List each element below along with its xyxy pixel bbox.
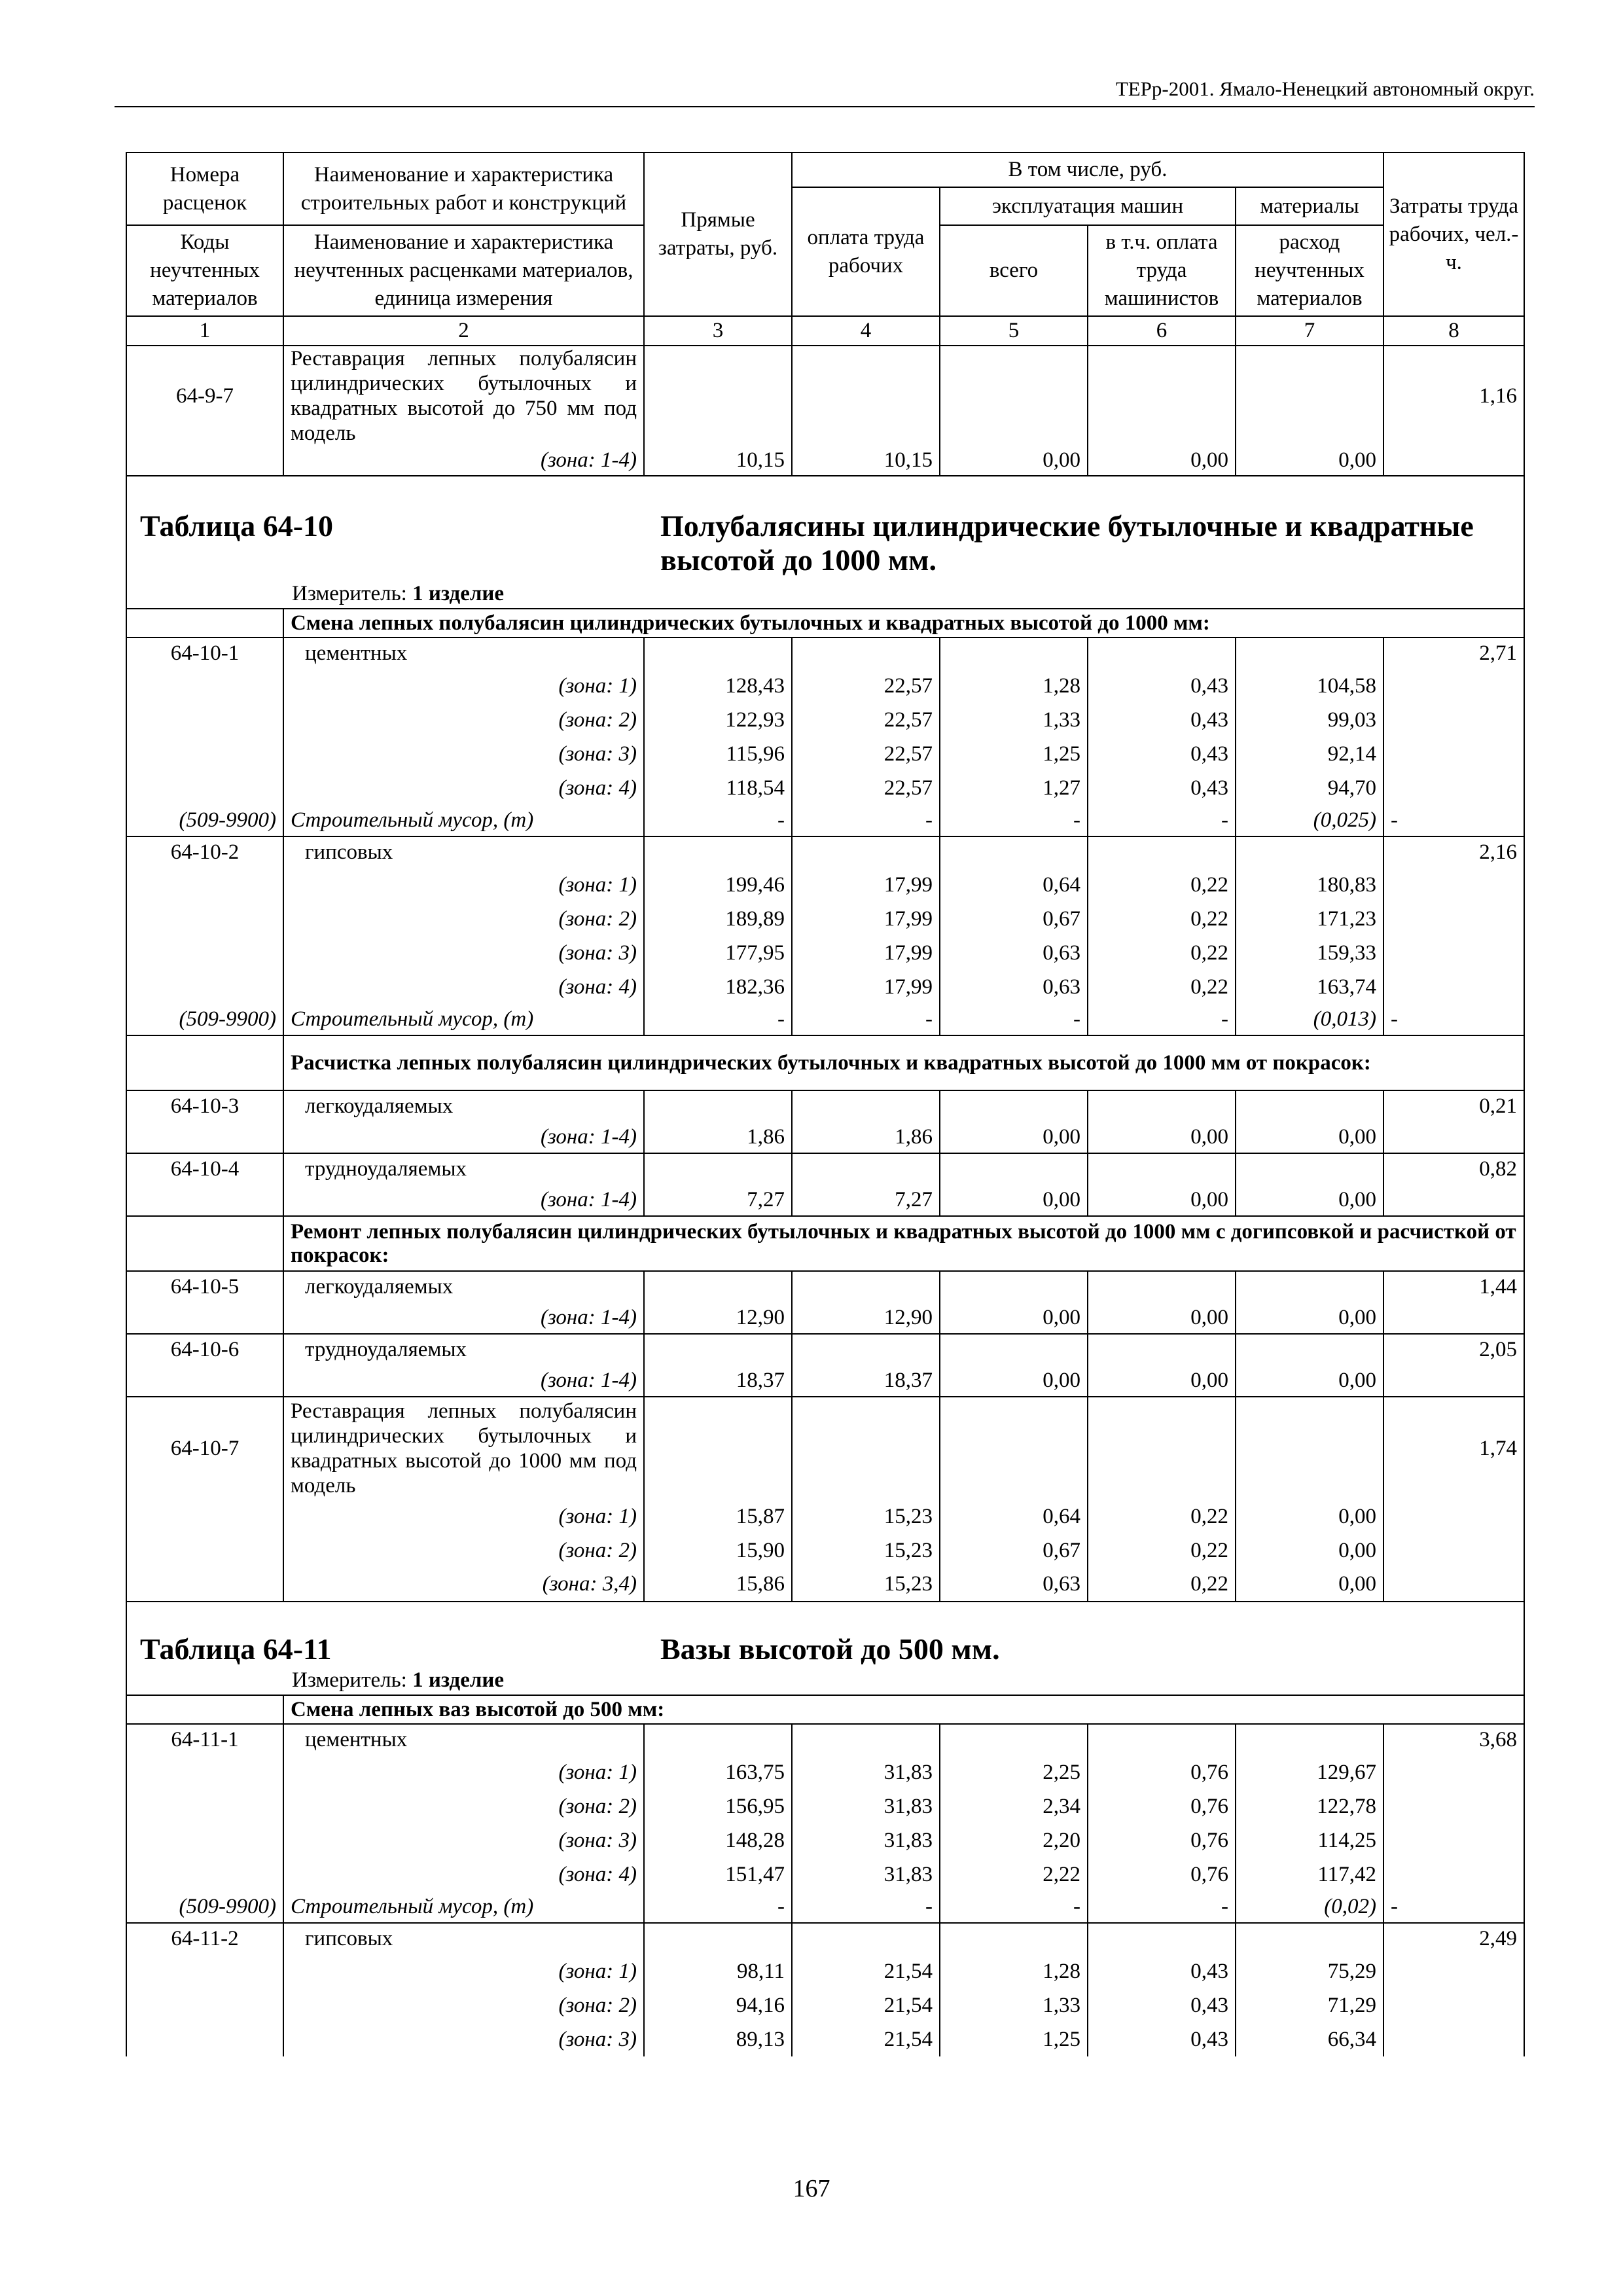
col-head-wages: оплата труда рабочих bbox=[792, 187, 940, 316]
zone-label: (зона: 4) bbox=[283, 771, 644, 805]
cell-value: 12,90 bbox=[644, 1302, 792, 1334]
zone-row bbox=[126, 1499, 1524, 1534]
col-num: 4 bbox=[792, 316, 940, 346]
cell-value: 17,99 bbox=[792, 970, 940, 1004]
col-head-mach-total: всего bbox=[940, 225, 1088, 316]
material-code: (509-9900) bbox=[126, 1004, 283, 1035]
labor-cost: 2,16 bbox=[1383, 836, 1524, 868]
measure-row bbox=[126, 1666, 1524, 1695]
col-num: 8 bbox=[1383, 316, 1524, 346]
zone-row bbox=[126, 868, 1524, 902]
section-row bbox=[126, 1216, 1524, 1271]
table-name: Вазы высотой до 500 мм. bbox=[660, 1632, 1000, 1666]
cell-value: 7,27 bbox=[644, 1185, 792, 1216]
cell-value: 0,43 bbox=[1088, 703, 1236, 737]
zone-label: (зона: 1) bbox=[283, 1755, 644, 1789]
rate-name: цементных bbox=[283, 637, 644, 669]
cell-value: 22,57 bbox=[792, 737, 940, 771]
cell-value: 0,63 bbox=[940, 936, 1088, 970]
zone-row bbox=[126, 1122, 1524, 1153]
cell-value: 0,64 bbox=[940, 868, 1088, 902]
cell-value: 31,83 bbox=[792, 1823, 940, 1857]
cell-value: 1,33 bbox=[940, 1988, 1088, 2022]
cell-value: 163,74 bbox=[1236, 970, 1383, 1004]
cell-value: 1,28 bbox=[940, 1954, 1088, 1988]
cell-value: 0,22 bbox=[1088, 1499, 1236, 1534]
cell-value: 0,76 bbox=[1088, 1823, 1236, 1857]
cell-value: 12,90 bbox=[792, 1302, 940, 1334]
rate-name: легкоудаляемых bbox=[283, 1090, 644, 1122]
cell-value: 0,00 bbox=[1236, 1302, 1383, 1334]
zone-row bbox=[126, 970, 1524, 1004]
col-num: 5 bbox=[940, 316, 1088, 346]
cell-value: 151,47 bbox=[644, 1857, 792, 1892]
cell-value: 199,46 bbox=[644, 868, 792, 902]
measure-value: 1 изделие bbox=[412, 1668, 505, 1692]
cell-value: 15,90 bbox=[644, 1534, 792, 1568]
cell-value: 98,11 bbox=[644, 1954, 792, 1988]
cell-value: 0,22 bbox=[1088, 1568, 1236, 1602]
cell-value: 0,43 bbox=[1088, 771, 1236, 805]
cell-value: 0,00 bbox=[940, 1302, 1088, 1334]
measure-label: Измеритель: bbox=[292, 1668, 407, 1692]
section-title: Смена лепных полубалясин цилиндрических бутылочных и квадратных высотой до 1000 мм: bbox=[283, 609, 1524, 637]
material-row bbox=[126, 805, 1524, 836]
zone-row bbox=[126, 1857, 1524, 1892]
table-row bbox=[126, 1334, 1524, 1365]
cell-value: (0,02) bbox=[1236, 1892, 1383, 1923]
table-row bbox=[126, 1923, 1524, 1954]
table-row bbox=[126, 1153, 1524, 1185]
table-title-row bbox=[126, 1602, 1524, 1666]
cell-value: 22,57 bbox=[792, 703, 940, 737]
table-row bbox=[126, 1090, 1524, 1122]
col-head-name: Наименование и характеристика строительных работ и конструкций bbox=[283, 152, 644, 225]
table-number: Таблица 64-10 bbox=[140, 509, 334, 543]
cell-value: 0,67 bbox=[940, 1534, 1088, 1568]
cell-value: 17,99 bbox=[792, 868, 940, 902]
cell-value: 10,15 bbox=[644, 446, 792, 476]
cell-value: - bbox=[644, 805, 792, 836]
running-header-title: ТЕРр-2001. Ямало-Ненецкий автономный округ. bbox=[1115, 77, 1535, 100]
rate-name: трудноудаляемых bbox=[283, 1153, 644, 1185]
zone-row bbox=[126, 1954, 1524, 1988]
cell-value: 0,43 bbox=[1088, 2022, 1236, 2056]
material-name: Строительный мусор, (т) bbox=[283, 1892, 644, 1923]
col-head-labor: Затраты труда рабочих, чел.-ч. bbox=[1383, 152, 1524, 316]
zone-row bbox=[126, 1185, 1524, 1216]
cell-value: 159,33 bbox=[1236, 936, 1383, 970]
col-head-mat-codes: Коды неучтенных материалов bbox=[126, 225, 283, 316]
zone-row bbox=[126, 1823, 1524, 1857]
zone-label: (зона: 2) bbox=[283, 703, 644, 737]
rate-name: трудноудаляемых bbox=[283, 1334, 644, 1365]
cell-value: 2,22 bbox=[940, 1857, 1088, 1892]
cell-value: 0,00 bbox=[1236, 1568, 1383, 1602]
cell-value: 0,76 bbox=[1088, 1755, 1236, 1789]
cell-value: 21,54 bbox=[792, 2022, 940, 2056]
rate-code: 64-10-6 bbox=[126, 1334, 283, 1365]
cell-value: - bbox=[792, 1004, 940, 1035]
zone-label: (зона: 4) bbox=[283, 1857, 644, 1892]
rate-code: 64-10-7 bbox=[126, 1397, 283, 1499]
cell-value: 0,00 bbox=[1088, 1122, 1236, 1153]
column-numbers-row bbox=[126, 316, 1524, 346]
col-num: 6 bbox=[1088, 316, 1236, 346]
labor-cost: 2,71 bbox=[1383, 637, 1524, 669]
cell-value: 1,33 bbox=[940, 703, 1088, 737]
zone-row bbox=[126, 703, 1524, 737]
cell-value: - bbox=[940, 1004, 1088, 1035]
rate-code: 64-11-2 bbox=[126, 1923, 283, 1954]
cell-value: 0,00 bbox=[1236, 1534, 1383, 1568]
cell-value: 1,27 bbox=[940, 771, 1088, 805]
cell-value: 128,43 bbox=[644, 669, 792, 703]
rate-code: 64-10-2 bbox=[126, 836, 283, 868]
cell-value: 0,00 bbox=[1088, 446, 1236, 476]
labor-cost: 2,05 bbox=[1383, 1334, 1524, 1365]
cell-value: 2,20 bbox=[940, 1823, 1088, 1857]
col-num: 3 bbox=[644, 316, 792, 346]
cell-value: 156,95 bbox=[644, 1789, 792, 1823]
col-head-mat-usage: расход неучтенных материалов bbox=[1236, 225, 1383, 316]
zone-label: (зона: 3) bbox=[283, 737, 644, 771]
material-row bbox=[126, 1892, 1524, 1923]
cell-value: 94,70 bbox=[1236, 771, 1383, 805]
cell-value: 10,15 bbox=[792, 446, 940, 476]
cell-value: 0,00 bbox=[940, 1365, 1088, 1397]
zone-label: (зона: 2) bbox=[283, 1988, 644, 2022]
zone-label: (зона: 4) bbox=[283, 970, 644, 1004]
zone-row bbox=[126, 1302, 1524, 1334]
cell-value: (0,025) bbox=[1236, 805, 1383, 836]
cell-value: - bbox=[644, 1004, 792, 1035]
cell-value: 177,95 bbox=[644, 936, 792, 970]
cell-value: - bbox=[644, 1892, 792, 1923]
cell-value: 94,16 bbox=[644, 1988, 792, 2022]
cell-value: 163,75 bbox=[644, 1755, 792, 1789]
section-title: Смена лепных ваз высотой до 500 мм: bbox=[283, 1695, 1524, 1724]
table-row bbox=[126, 637, 1524, 669]
cell-value: 2,25 bbox=[940, 1755, 1088, 1789]
material-row bbox=[126, 1004, 1524, 1035]
cell-value: 31,83 bbox=[792, 1789, 940, 1823]
zone-label: (зона: 2) bbox=[283, 1534, 644, 1568]
cell-value: 0,22 bbox=[1088, 1534, 1236, 1568]
cell-value: 0,64 bbox=[940, 1499, 1088, 1534]
rate-description: Реставрация лепных полубалясин цилиндрических бутылочных и квадратных высотой до 750 мм под модель bbox=[283, 346, 644, 446]
cell-value: - bbox=[1383, 805, 1524, 836]
cell-value: 0,00 bbox=[1236, 1499, 1383, 1534]
zone-row bbox=[126, 902, 1524, 936]
zone-label: (зона: 3) bbox=[283, 1823, 644, 1857]
table-row bbox=[126, 1397, 1524, 1499]
labor-cost: 1,74 bbox=[1383, 1397, 1524, 1499]
cell-value: 0,00 bbox=[1236, 446, 1383, 476]
col-num: 2 bbox=[283, 316, 644, 346]
zone-row bbox=[126, 1755, 1524, 1789]
rate-code: 64-10-4 bbox=[126, 1153, 283, 1185]
material-name: Строительный мусор, (т) bbox=[283, 1004, 644, 1035]
cell-value: - bbox=[792, 1892, 940, 1923]
zone-label: (зона: 1-4) bbox=[283, 1185, 644, 1216]
cell-value: 17,99 bbox=[792, 936, 940, 970]
cell-value: 0,22 bbox=[1088, 970, 1236, 1004]
zone-label: (зона: 3,4) bbox=[283, 1568, 644, 1602]
cell-value: 1,25 bbox=[940, 2022, 1088, 2056]
rate-code: 64-11-1 bbox=[126, 1724, 283, 1755]
rate-name: гипсовых bbox=[283, 836, 644, 868]
cell-value: 15,86 bbox=[644, 1568, 792, 1602]
cell-value: 0,43 bbox=[1088, 737, 1236, 771]
labor-cost: 0,82 bbox=[1383, 1153, 1524, 1185]
rate-name: легкоудаляемых bbox=[283, 1271, 644, 1302]
section-row bbox=[126, 1695, 1524, 1724]
cell-value: 0,00 bbox=[1088, 1185, 1236, 1216]
cell-value: 171,23 bbox=[1236, 902, 1383, 936]
zone-label: (зона: 1-4) bbox=[283, 1302, 644, 1334]
cell-value: 92,14 bbox=[1236, 737, 1383, 771]
rate-code: 64-10-1 bbox=[126, 637, 283, 669]
col-head-code: Номера расценок bbox=[126, 152, 283, 225]
table-title-row bbox=[126, 476, 1524, 580]
cell-value: 89,13 bbox=[644, 2022, 792, 2056]
cell-value: 182,36 bbox=[644, 970, 792, 1004]
cell-value: - bbox=[1383, 1004, 1524, 1035]
cell-value: 0,00 bbox=[1236, 1122, 1383, 1153]
cell-value: 122,78 bbox=[1236, 1789, 1383, 1823]
zone-row bbox=[126, 1988, 1524, 2022]
table-row bbox=[126, 346, 1524, 446]
table-row bbox=[126, 836, 1524, 868]
table-name: Полубалясины цилиндрические бутылочные и квадратные высотой до 1000 мм. bbox=[660, 509, 1474, 577]
zone-label: (зона: 3) bbox=[283, 936, 644, 970]
zone-label: (зона: 1) bbox=[283, 1499, 644, 1534]
material-code: (509-9900) bbox=[126, 1892, 283, 1923]
cell-value: 1,86 bbox=[792, 1122, 940, 1153]
cell-value: - bbox=[792, 805, 940, 836]
cell-value: - bbox=[940, 805, 1088, 836]
cell-value: 180,83 bbox=[1236, 868, 1383, 902]
labor-cost: 0,21 bbox=[1383, 1090, 1524, 1122]
cell-value: 71,29 bbox=[1236, 1988, 1383, 2022]
cell-value: 66,34 bbox=[1236, 2022, 1383, 2056]
col-head-mat-names: Наименование и характеристика неучтенных расценками материалов, единица измерения bbox=[283, 225, 644, 316]
zone-row bbox=[126, 1365, 1524, 1397]
cell-value: 15,87 bbox=[644, 1499, 792, 1534]
labor-cost: 2,49 bbox=[1383, 1923, 1524, 1954]
rate-code: 64-9-7 bbox=[126, 346, 283, 446]
cell-value: 0,63 bbox=[940, 970, 1088, 1004]
cell-value: 189,89 bbox=[644, 902, 792, 936]
cell-value: 7,27 bbox=[792, 1185, 940, 1216]
cell-value: - bbox=[1088, 1004, 1236, 1035]
cell-value: 0,43 bbox=[1088, 669, 1236, 703]
cell-value: 129,67 bbox=[1236, 1755, 1383, 1789]
col-head-direct: Прямые затраты, руб. bbox=[644, 152, 792, 316]
cell-value: 0,22 bbox=[1088, 936, 1236, 970]
running-header bbox=[115, 77, 1535, 107]
table-number: Таблица 64-11 bbox=[140, 1632, 332, 1666]
cell-value: 17,99 bbox=[792, 902, 940, 936]
cell-value: 104,58 bbox=[1236, 669, 1383, 703]
cell-value: 0,00 bbox=[940, 446, 1088, 476]
table-row bbox=[126, 1724, 1524, 1755]
cell-value: 0,00 bbox=[1236, 1185, 1383, 1216]
material-name: Строительный мусор, (т) bbox=[283, 805, 644, 836]
zone-row bbox=[126, 1789, 1524, 1823]
zone-label: (зона: 1-4) bbox=[283, 1365, 644, 1397]
cell-value: 122,93 bbox=[644, 703, 792, 737]
zone-label: (зона: 1) bbox=[283, 868, 644, 902]
cell-value: 2,34 bbox=[940, 1789, 1088, 1823]
col-head-materials: материалы bbox=[1236, 187, 1383, 225]
cell-value: 1,86 bbox=[644, 1122, 792, 1153]
col-head-incl: В том числе, руб. bbox=[792, 152, 1383, 187]
rate-name: гипсовых bbox=[283, 1923, 644, 1954]
cell-value: 22,57 bbox=[792, 771, 940, 805]
section-row bbox=[126, 1035, 1524, 1090]
measure-row bbox=[126, 580, 1524, 609]
cell-value: 114,25 bbox=[1236, 1823, 1383, 1857]
cell-value: 1,28 bbox=[940, 669, 1088, 703]
col-num: 7 bbox=[1236, 316, 1383, 346]
zone-label: (зона: 1-4) bbox=[283, 1122, 644, 1153]
cell-value: 0,00 bbox=[940, 1185, 1088, 1216]
zone-row bbox=[126, 669, 1524, 703]
cell-value: 15,23 bbox=[792, 1534, 940, 1568]
cell-value: 21,54 bbox=[792, 1954, 940, 1988]
cell-value: 0,67 bbox=[940, 902, 1088, 936]
labor-cost: 3,68 bbox=[1383, 1724, 1524, 1755]
cell-value: 0,22 bbox=[1088, 902, 1236, 936]
rate-code: 64-10-3 bbox=[126, 1090, 283, 1122]
measure-value: 1 изделие bbox=[412, 582, 505, 605]
table-row bbox=[126, 446, 1524, 476]
cell-value: 0,63 bbox=[940, 1568, 1088, 1602]
cell-value: 115,96 bbox=[644, 737, 792, 771]
cell-value: 0,76 bbox=[1088, 1857, 1236, 1892]
labor-cost: 1,44 bbox=[1383, 1271, 1524, 1302]
section-row bbox=[126, 609, 1524, 637]
zone-label: (зона: 1-4) bbox=[283, 446, 644, 476]
zone-label: (зона: 3) bbox=[283, 2022, 644, 2056]
cell-value: 18,37 bbox=[792, 1365, 940, 1397]
cell-value: 31,83 bbox=[792, 1857, 940, 1892]
cell-value: 0,00 bbox=[1088, 1365, 1236, 1397]
cell-value: 18,37 bbox=[644, 1365, 792, 1397]
cell-value: 31,83 bbox=[792, 1755, 940, 1789]
cell-value: 99,03 bbox=[1236, 703, 1383, 737]
zone-row bbox=[126, 737, 1524, 771]
cell-value: 15,23 bbox=[792, 1499, 940, 1534]
rates-table bbox=[126, 152, 1525, 2056]
rate-name: цементных bbox=[283, 1724, 644, 1755]
cell-value: - bbox=[1088, 805, 1236, 836]
cell-value: 0,00 bbox=[940, 1122, 1088, 1153]
rate-description: Реставрация лепных полубалясин цилиндрических бутылочных и квадратных высотой до 1000 мм под модель bbox=[283, 1397, 644, 1499]
col-head-mach-wages: в т.ч. оплата труда машинистов bbox=[1088, 225, 1236, 316]
cell-value: 22,57 bbox=[792, 669, 940, 703]
measure-label: Измеритель: bbox=[292, 582, 407, 605]
cell-value: - bbox=[1383, 1892, 1524, 1923]
col-head-machines: эксплуатация машин bbox=[940, 187, 1236, 225]
cell-value: 117,42 bbox=[1236, 1857, 1383, 1892]
page-number: 167 bbox=[793, 2175, 830, 2202]
cell-value: 0,76 bbox=[1088, 1789, 1236, 1823]
zone-label: (зона: 2) bbox=[283, 902, 644, 936]
zone-label: (зона: 2) bbox=[283, 1789, 644, 1823]
rate-code: 64-10-5 bbox=[126, 1271, 283, 1302]
cell-value: (0,013) bbox=[1236, 1004, 1383, 1035]
zone-row bbox=[126, 771, 1524, 805]
zone-row bbox=[126, 936, 1524, 970]
cell-value: 75,29 bbox=[1236, 1954, 1383, 1988]
zone-label: (зона: 1) bbox=[283, 669, 644, 703]
zone-label: (зона: 1) bbox=[283, 1954, 644, 1988]
cell-value: 1,25 bbox=[940, 737, 1088, 771]
section-title: Ремонт лепных полубалясин цилиндрических бутылочных и квадратных высотой до 1000 мм с догипсовкой и расчисткой от покрасок: bbox=[283, 1216, 1524, 1271]
section-title: Расчистка лепных полубалясин цилиндрических бутылочных и квадратных высотой до 1000 мм от покрасок: bbox=[283, 1035, 1524, 1090]
cell-value: 118,54 bbox=[644, 771, 792, 805]
cell-value: 15,23 bbox=[792, 1568, 940, 1602]
labor-cost: 1,16 bbox=[1383, 346, 1524, 446]
cell-value: 0,43 bbox=[1088, 1988, 1236, 2022]
cell-value: 21,54 bbox=[792, 1988, 940, 2022]
table-row bbox=[126, 1271, 1524, 1302]
cell-value: 0,00 bbox=[1236, 1365, 1383, 1397]
material-code: (509-9900) bbox=[126, 805, 283, 836]
cell-value: 0,43 bbox=[1088, 1954, 1236, 1988]
zone-row bbox=[126, 2022, 1524, 2056]
cell-value: 0,00 bbox=[1088, 1302, 1236, 1334]
zone-row bbox=[126, 1568, 1524, 1602]
cell-value: 148,28 bbox=[644, 1823, 792, 1857]
cell-value: - bbox=[1088, 1892, 1236, 1923]
col-num: 1 bbox=[126, 316, 283, 346]
cell-value: 0,22 bbox=[1088, 868, 1236, 902]
zone-row bbox=[126, 1534, 1524, 1568]
cell-value: - bbox=[940, 1892, 1088, 1923]
